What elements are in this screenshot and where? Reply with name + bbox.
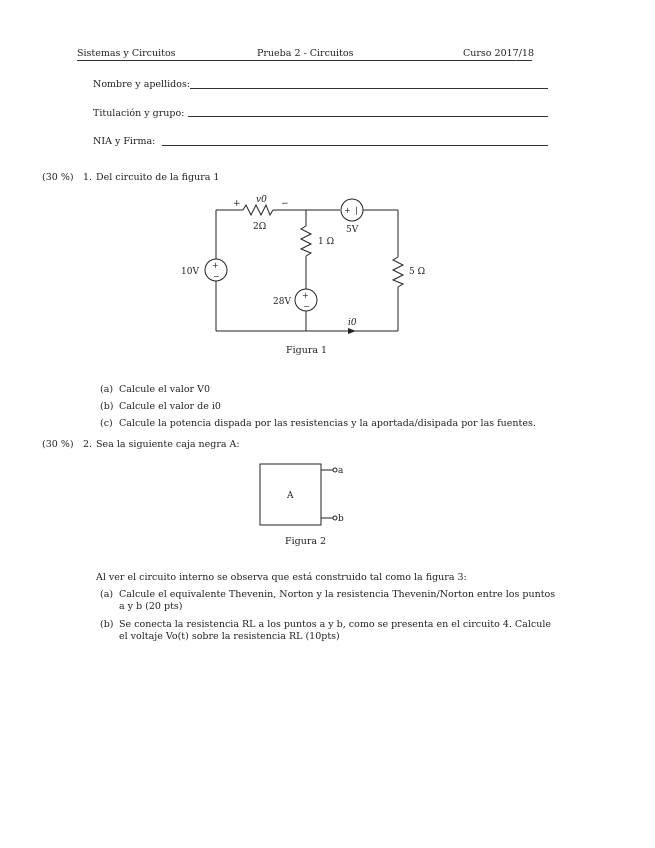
terminal-a-icon [333, 468, 337, 472]
name-field-label: Nombre y apellidos: [93, 79, 191, 90]
p1-item-a-label: (a) [100, 384, 114, 395]
nia-field-label: NIA y Firma: [93, 136, 156, 147]
header-course: Sistemas y Circuitos [77, 48, 176, 59]
resistor-5ohm-label: 5 Ω [409, 267, 426, 277]
p1-item-b-label: (b) [100, 401, 114, 412]
degree-field-label: Titulación y grupo: [93, 108, 185, 119]
source-10v-label: 10V [181, 267, 199, 277]
p2-item-a-label: (a) [100, 589, 114, 600]
problem2-weight: (30 %) [42, 439, 74, 450]
p1-item-c-text: Calcule la potencia dispada por las resistencias y la aportada/disipada por las fuentes. [119, 418, 536, 429]
svg-text:−: − [303, 302, 310, 311]
svg-text:+: + [302, 291, 309, 300]
v0-plus-label: + [233, 199, 241, 209]
terminal-b-icon [333, 516, 337, 520]
problem2-paragraph: Al ver el circuito interno se observa que está construido tal como la figura 3: [96, 572, 467, 583]
p2-item-a-line1: Calcule el equivalente Thevenin, Norton y la resistencia Thevenin/Norton entre los puntos [119, 589, 556, 600]
source-5v-label: 5V [346, 225, 359, 235]
v0-minus-label: − [281, 199, 289, 209]
svg-text:|: | [355, 206, 358, 215]
terminal-a-label: a [338, 466, 344, 476]
header-year: Curso 2017/18 [463, 48, 535, 59]
p2-item-b-line2: el voltaje Vo(t) sobre la resistencia RL (10pts) [119, 631, 340, 642]
p1-item-a-text: Calcule el valor V0 [119, 384, 211, 395]
svg-text:+: + [344, 206, 351, 215]
problem2-number: 2. [83, 439, 93, 450]
problem2-statement: Sea la siguiente caja negra A: [96, 439, 240, 450]
p2-item-b-line1: Se conecta la resistencia RL a los puntos a y b, como se presenta en el circuito 4. Calcule [119, 619, 551, 630]
current-i0-label: i0 [348, 318, 357, 328]
problem1-number: 1. [83, 172, 93, 183]
problem1-weight: (30 %) [42, 172, 74, 183]
p1-item-b-text: Calcule el valor de i0 [119, 401, 221, 412]
source-28v-label: 28V [273, 297, 291, 307]
v0-label: v0 [256, 195, 267, 205]
resistor-1ohm-label: 1 Ω [318, 237, 335, 247]
figure1-caption: Figura 1 [286, 345, 328, 356]
resistor-2ohm-label: 2Ω [253, 222, 267, 232]
svg-text:+: + [212, 261, 219, 270]
p1-item-c-label: (c) [100, 418, 113, 429]
svg-text:−: − [213, 272, 220, 281]
figure2-caption: Figura 2 [285, 536, 327, 547]
p2-item-a-line2: a y b (20 pts) [119, 601, 183, 612]
problem1-statement: Del circuito de la figura 1 [96, 172, 220, 183]
black-box-label: A [287, 491, 294, 501]
terminal-b-label: b [338, 514, 344, 524]
p2-item-b-label: (b) [100, 619, 114, 630]
header-exam-title: Prueba 2 - Circuitos [257, 48, 354, 59]
